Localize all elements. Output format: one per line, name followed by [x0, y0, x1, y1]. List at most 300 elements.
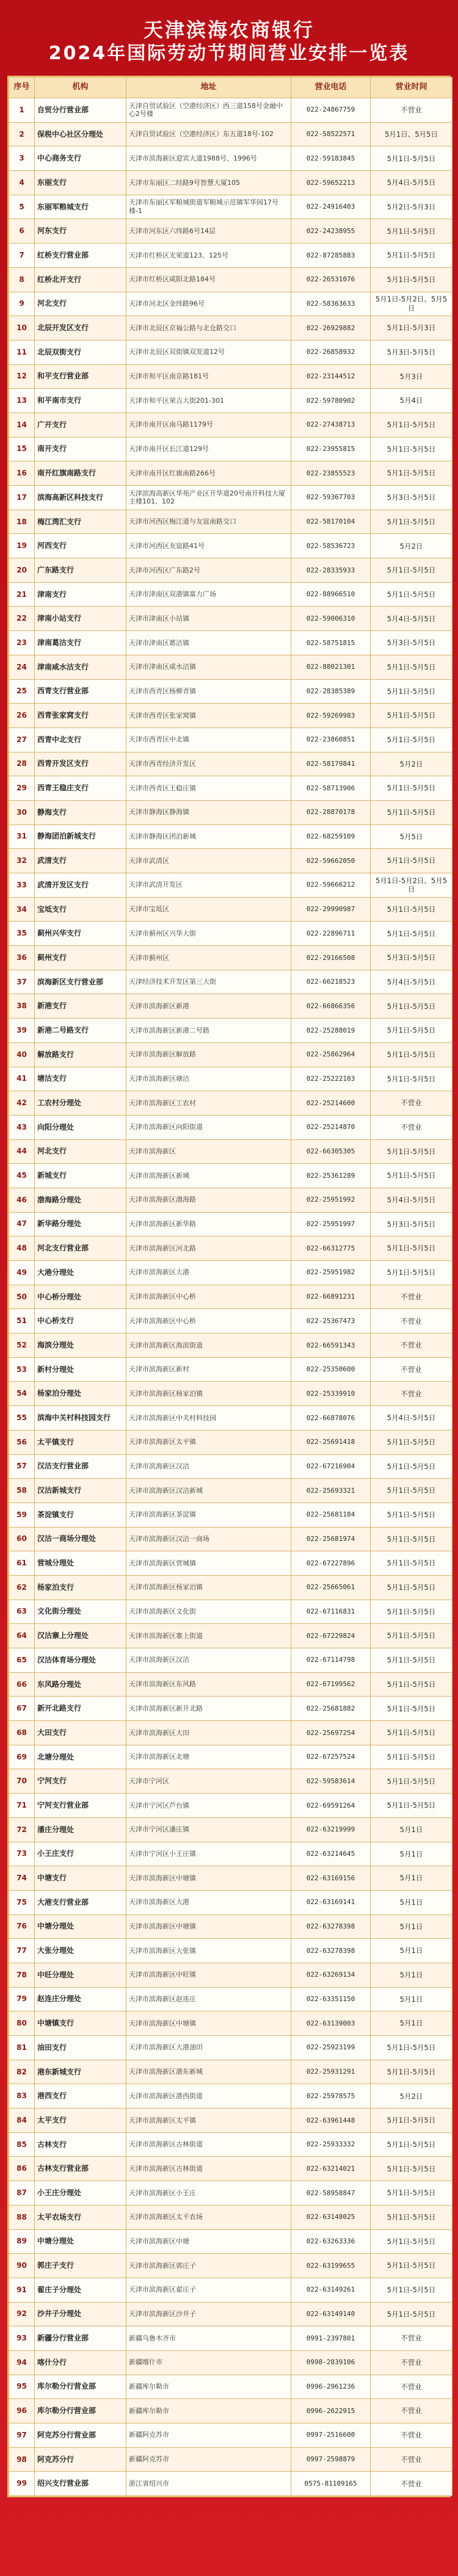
- cell-address: 天津市津南区葛沽镇: [126, 631, 291, 655]
- cell-hours: 5月1日-5月5日: [371, 1503, 453, 1527]
- cell-phone: 022-28385389: [291, 679, 371, 704]
- cell-no: 85: [9, 2132, 35, 2157]
- cell-hours: 5月2日-5月3日: [371, 195, 453, 219]
- cell-org: 新村分理处: [35, 1357, 126, 1382]
- cell-hours: 5月1日-5月5日: [371, 1454, 453, 1479]
- table-row: [9, 582, 453, 607]
- cell-address: 天津市滨海新区中关村科技园: [126, 1406, 291, 1431]
- cell-org: 保税中心社区分理处: [35, 122, 126, 146]
- table-row: [9, 1600, 453, 1624]
- cell-address: 天津市滨海新区汉沽新城: [126, 1479, 291, 1503]
- cell-no: 21: [9, 582, 35, 607]
- cell-no: 72: [9, 1817, 35, 1842]
- cell-phone: 022-58522571: [291, 122, 371, 146]
- table-row: [9, 122, 453, 146]
- cell-hours: 不营业: [371, 1091, 453, 1116]
- cell-phone: 022-66312775: [291, 1236, 371, 1261]
- cell-no: 64: [9, 1624, 35, 1648]
- cell-phone: 022-24867759: [291, 98, 371, 123]
- cell-no: 14: [9, 413, 35, 437]
- cell-address: 天津市滨海新区文化街: [126, 1600, 291, 1624]
- cell-phone: 022-25933332: [291, 2132, 371, 2157]
- cell-hours: 5月4日-5月5日: [371, 1406, 453, 1431]
- cell-org: 红桥北开支行: [35, 267, 126, 292]
- table-row: [9, 219, 453, 244]
- cell-address: 天津市滨海新区古林街道: [126, 2132, 291, 2157]
- table-row: [9, 1794, 453, 1818]
- table-row: [9, 461, 453, 486]
- cell-org: 大港支行营业部: [35, 1890, 126, 1914]
- schedule-table-wrapper: [7, 76, 451, 2497]
- cell-org: 塘沽支行: [35, 1067, 126, 1091]
- cell-no: 91: [9, 2278, 35, 2302]
- cell-address: 天津市和平区荣吉大街201-301: [126, 389, 291, 413]
- table-row: [9, 146, 453, 171]
- cell-phone: 022-25681974: [291, 1527, 371, 1551]
- cell-phone: 022-59652213: [291, 171, 371, 195]
- cell-org: 赵连庄分理处: [35, 1987, 126, 2011]
- table-row: [9, 2011, 453, 2036]
- cell-no: 39: [9, 1019, 35, 1043]
- cell-phone: 022-63219999: [291, 1817, 371, 1842]
- cell-org: 汉沽新城支行: [35, 1479, 126, 1503]
- cell-no: 44: [9, 1139, 35, 1164]
- header-address: 地址: [126, 78, 291, 98]
- table-row: [9, 340, 453, 364]
- cell-org: 太平镇支行: [35, 1430, 126, 1454]
- cell-hours: 5月1日: [371, 1842, 453, 1866]
- cell-org: 中心商务支行: [35, 146, 126, 171]
- header-no: 序号: [9, 78, 35, 98]
- cell-phone: 022-25951992: [291, 1188, 371, 1212]
- table-row: [9, 2229, 453, 2254]
- cell-address: 天津市滨海新区新港二号路: [126, 1019, 291, 1043]
- cell-no: 49: [9, 1261, 35, 1285]
- cell-no: 42: [9, 1091, 35, 1116]
- cell-hours: 5月1日-5月5日: [371, 437, 453, 461]
- cell-no: 98: [9, 2447, 35, 2472]
- cell-phone: 022-59183845: [291, 146, 371, 171]
- cell-hours: 5月1日-5月5日: [371, 1769, 453, 1794]
- cell-address: 天津市滨海新区海滨街道: [126, 1333, 291, 1358]
- cell-org: 工农村分理处: [35, 1091, 126, 1116]
- cell-org: 津南咸水沽支行: [35, 655, 126, 679]
- cell-org: 和平南市支行: [35, 389, 126, 413]
- cell-org: 绍兴支行营业部: [35, 2472, 126, 2496]
- cell-hours: 5月2日: [371, 2084, 453, 2109]
- cell-hours: 5月1日-5月5日: [371, 1164, 453, 1188]
- cell-hours: 5月1日-5月5日: [371, 2181, 453, 2206]
- cell-phone: 022-63214021: [291, 2157, 371, 2181]
- table-row: [9, 873, 453, 898]
- table-row: [9, 1672, 453, 1697]
- cell-phone: 022-25681184: [291, 1503, 371, 1527]
- cell-hours: 5月1日-5月5日: [371, 1139, 453, 1164]
- cell-org: 潘庄分理处: [35, 1817, 126, 1842]
- cell-address: 天津市滨海新区营城镇: [126, 1551, 291, 1576]
- cell-no: 38: [9, 994, 35, 1019]
- table-row: [9, 1139, 453, 1164]
- cell-org: 太平农场支行: [35, 2205, 126, 2229]
- cell-org: 翟庄子分理处: [35, 2278, 126, 2302]
- cell-org: 自贸分行营业部: [35, 98, 126, 123]
- cell-phone: 022-25367473: [291, 1309, 371, 1333]
- table-row: [9, 922, 453, 946]
- cell-org: 营城分理处: [35, 1551, 126, 1576]
- cell-hours: 5月3日-5月5日: [371, 340, 453, 364]
- cell-hours: 不营业: [371, 2375, 453, 2399]
- table-row: [9, 1551, 453, 1576]
- table-row: [9, 2132, 453, 2157]
- cell-hours: 5月4日-5月5日: [371, 171, 453, 195]
- cell-address: 天津市蓟州区兴华大街: [126, 922, 291, 946]
- cell-hours: 5月1日-5月5日: [371, 1600, 453, 1624]
- cell-org: 和平支行营业部: [35, 364, 126, 389]
- cell-address: 天津市南开区红旗南路266号: [126, 461, 291, 486]
- cell-org: 沙井子分理处: [35, 2302, 126, 2326]
- table-row: [9, 824, 453, 849]
- cell-hours: 5月1日-5月5日: [371, 2278, 453, 2302]
- cell-phone: 022-25951997: [291, 1212, 371, 1236]
- cell-phone: 022-67216904: [291, 1454, 371, 1479]
- cell-address: 天津市滨海新区大张镇: [126, 1939, 291, 1963]
- cell-org: 津南支行: [35, 582, 126, 607]
- cell-hours: 5月1日-5月5日: [371, 2254, 453, 2278]
- cell-no: 96: [9, 2399, 35, 2423]
- cell-org: 解放路支行: [35, 1042, 126, 1067]
- cell-no: 82: [9, 2060, 35, 2084]
- cell-phone: 022-29990987: [291, 897, 371, 922]
- cell-phone: 022-25222103: [291, 1067, 371, 1091]
- cell-address: 天津滨海高新区华苑产业区开华道20号南开科技大厦主楼101、102: [126, 486, 291, 510]
- cell-hours: 5月1日-5月5日: [371, 2302, 453, 2326]
- cell-no: 20: [9, 558, 35, 583]
- cell-hours: 5月4日-5月5日: [371, 970, 453, 994]
- cell-no: 79: [9, 1987, 35, 2011]
- cell-phone: 022-67116831: [291, 1600, 371, 1624]
- table-row: [9, 1697, 453, 1721]
- cell-hours: 5月1日-5月2日、5月5日: [371, 873, 453, 898]
- cell-org: 港东新城支行: [35, 2060, 126, 2084]
- cell-phone: 022-23855523: [291, 461, 371, 486]
- cell-no: 37: [9, 970, 35, 994]
- table-row: [9, 849, 453, 873]
- cell-phone: 022-26531076: [291, 267, 371, 292]
- cell-hours: 5月1日-5月5日: [371, 2157, 453, 2181]
- cell-address: 天津市滨海新区中塘镇: [126, 1914, 291, 1939]
- cell-phone: 022-58958847: [291, 2181, 371, 2206]
- cell-phone: 022-63263336: [291, 2229, 371, 2254]
- cell-no: 69: [9, 1745, 35, 1769]
- cell-phone: 022-58751815: [291, 631, 371, 655]
- cell-no: 2: [9, 122, 35, 146]
- cell-org: 向阳分理处: [35, 1115, 126, 1139]
- cell-hours: 5月1日-5月5日: [371, 897, 453, 922]
- cell-address: 天津市滨海新区太平镇: [126, 1430, 291, 1454]
- cell-org: 静海支行: [35, 800, 126, 824]
- cell-no: 65: [9, 1648, 35, 1673]
- cell-hours: 5月1日: [371, 1914, 453, 1939]
- cell-hours: 5月1日-5月5日: [371, 1067, 453, 1091]
- title-block: [7, 7, 451, 76]
- cell-hours: 5月1日: [371, 1963, 453, 1987]
- cell-no: 67: [9, 1697, 35, 1721]
- cell-org: 太平支行: [35, 2109, 126, 2133]
- cell-hours: 5月1日-5月5日: [371, 146, 453, 171]
- cell-address: 天津市滨海新区塘沽: [126, 1067, 291, 1091]
- cell-phone: 022-25350600: [291, 1357, 371, 1382]
- cell-address: 天津市滨海新区茶淀镇: [126, 1503, 291, 1527]
- cell-address: 天津市滨海新区郭庄子: [126, 2254, 291, 2278]
- cell-hours: 5月1日-5月5日: [371, 849, 453, 873]
- table-row: [9, 2302, 453, 2326]
- cell-hours: 5月1日-5月5日: [371, 776, 453, 801]
- cell-org: 广东路支行: [35, 558, 126, 583]
- cell-address: 天津市北辰区双街镇双发道12号: [126, 340, 291, 364]
- cell-no: 28: [9, 752, 35, 776]
- cell-address: 天津市宁河区芦台镇: [126, 1794, 291, 1818]
- cell-org: 中旺分理处: [35, 1963, 126, 1987]
- cell-hours: 5月1日-5月5日: [371, 1575, 453, 1600]
- table-row: [9, 1769, 453, 1794]
- cell-address: 天津市津南区小站镇: [126, 607, 291, 631]
- cell-org: 武清支行: [35, 849, 126, 873]
- table-row: [9, 1503, 453, 1527]
- cell-address: 天津市和平区南京路181号: [126, 364, 291, 389]
- table-row: [9, 1430, 453, 1454]
- cell-org: 大张分理处: [35, 1939, 126, 1963]
- cell-address: 天津市河西区友谊路41号: [126, 534, 291, 558]
- cell-phone: 022-63278398: [291, 1939, 371, 1963]
- table-row: [9, 1648, 453, 1673]
- cell-hours: 5月1日-5月5日: [371, 1551, 453, 1576]
- cell-hours: 5月1日-5月5日: [371, 1527, 453, 1551]
- table-row: [9, 534, 453, 558]
- cell-phone: 022-28870178: [291, 800, 371, 824]
- cell-address: 天津市滨海新区中塘: [126, 2229, 291, 2254]
- table-row: [9, 1042, 453, 1067]
- cell-address: 天津市滨海新区赵连庄: [126, 1987, 291, 2011]
- table-row: [9, 800, 453, 824]
- cell-hours: 5月1日: [371, 1939, 453, 1963]
- cell-address: 天津市津南区咸水沽镇: [126, 655, 291, 679]
- table-row: [9, 267, 453, 292]
- cell-no: 4: [9, 171, 35, 195]
- cell-hours: 5月1日: [371, 2011, 453, 2036]
- cell-phone: 022-25951982: [291, 1261, 371, 1285]
- cell-no: 27: [9, 727, 35, 752]
- cell-org: 南开红旗南路支行: [35, 461, 126, 486]
- cell-no: 56: [9, 1430, 35, 1454]
- cell-no: 92: [9, 2302, 35, 2326]
- cell-phone: 022-63351150: [291, 1987, 371, 2011]
- cell-phone: 0997-2516600: [291, 2423, 371, 2448]
- cell-address: 天津市滨海新区汉沽一商场: [126, 1527, 291, 1551]
- cell-phone: 022-59662050: [291, 849, 371, 873]
- cell-address: 新疆喀什市: [126, 2350, 291, 2375]
- cell-phone: 022-29166508: [291, 946, 371, 970]
- cell-phone: 022-25339910: [291, 1382, 371, 1406]
- cell-no: 68: [9, 1721, 35, 1745]
- cell-no: 51: [9, 1309, 35, 1333]
- cell-no: 78: [9, 1963, 35, 1987]
- cell-hours: 5月1日-5月5日: [371, 2060, 453, 2084]
- cell-address: 天津市河西区梅江道与友谊南路交口: [126, 510, 291, 534]
- table-row: [9, 2205, 453, 2229]
- cell-address: 天津市滨海新区渤海路: [126, 1188, 291, 1212]
- cell-no: 47: [9, 1212, 35, 1236]
- cell-phone: 022-63199655: [291, 2254, 371, 2278]
- cell-no: 32: [9, 849, 35, 873]
- cell-no: 12: [9, 364, 35, 389]
- cell-phone: 022-59006310: [291, 607, 371, 631]
- cell-address: 天津市武清区: [126, 849, 291, 873]
- cell-phone: 022-66305305: [291, 1139, 371, 1164]
- cell-hours: 5月3日: [371, 364, 453, 389]
- cell-phone: 022-27438713: [291, 413, 371, 437]
- cell-no: 77: [9, 1939, 35, 1963]
- cell-no: 95: [9, 2375, 35, 2399]
- cell-address: 天津市河西区广东路2号: [126, 558, 291, 583]
- cell-no: 29: [9, 776, 35, 801]
- cell-hours: 5月4日-5月5日: [371, 607, 453, 631]
- cell-address: 天津市宁河区小王庄镇: [126, 1842, 291, 1866]
- cell-no: 62: [9, 1575, 35, 1600]
- table-row: [9, 316, 453, 341]
- cell-hours: 不营业: [371, 1357, 453, 1382]
- cell-org: 库尔勒分行营业部: [35, 2399, 126, 2423]
- table-row: [9, 1624, 453, 1648]
- cell-phone: 022-59367703: [291, 486, 371, 510]
- cell-address: 天津市滨海新区中心桥: [126, 1309, 291, 1333]
- cell-hours: 不营业: [371, 2447, 453, 2472]
- cell-no: 80: [9, 2011, 35, 2036]
- cell-hours: 5月1日-5月5日: [371, 461, 453, 486]
- table-row: [9, 1188, 453, 1212]
- cell-address: 天津市西青区杨柳青镇: [126, 679, 291, 704]
- cell-phone: 022-58363633: [291, 292, 371, 316]
- cell-hours: 5月1日-5月5日: [371, 704, 453, 728]
- cell-hours: 不营业: [371, 1382, 453, 1406]
- cell-phone: 022-67114798: [291, 1648, 371, 1673]
- cell-phone: 0996-2622915: [291, 2399, 371, 2423]
- cell-no: 10: [9, 316, 35, 341]
- cell-no: 87: [9, 2181, 35, 2206]
- cell-org: 阿克苏分行: [35, 2447, 126, 2472]
- cell-phone: 022-25931291: [291, 2060, 371, 2084]
- table-row: [9, 2350, 453, 2375]
- cell-no: 23: [9, 631, 35, 655]
- table-row: [9, 1745, 453, 1769]
- cell-address: 天津市滨海新区河北路: [126, 1236, 291, 1261]
- bank-name-title: 天津滨海农商银行: [143, 18, 314, 42]
- table-row: [9, 631, 453, 655]
- cell-no: 99: [9, 2472, 35, 2496]
- cell-org: 茶淀镇支行: [35, 1503, 126, 1527]
- cell-hours: 5月1日-5月5日: [371, 2036, 453, 2060]
- cell-org: 大田支行: [35, 1721, 126, 1745]
- cell-phone: 022-58536723: [291, 534, 371, 558]
- table-row: [9, 1866, 453, 1891]
- cell-org: 宝坻支行: [35, 897, 126, 922]
- cell-hours: 5月1日-5月5日: [371, 727, 453, 752]
- table-row: [9, 679, 453, 704]
- cell-hours: 5月1日-5月5日: [371, 1745, 453, 1769]
- cell-phone: 022-25697254: [291, 1721, 371, 1745]
- cell-hours: 5月1日: [371, 1987, 453, 2011]
- cell-no: 45: [9, 1164, 35, 1188]
- table-row: [9, 1309, 453, 1333]
- table-row: [9, 1382, 453, 1406]
- cell-hours: 5月1日-5月5日: [371, 1261, 453, 1285]
- cell-address: 天津市滨海新区杨家泊镇: [126, 1575, 291, 1600]
- cell-address: 天津市滨海新区小王庄: [126, 2181, 291, 2206]
- cell-phone: 022-59269983: [291, 704, 371, 728]
- cell-no: 89: [9, 2229, 35, 2254]
- cell-hours: 5月2日: [371, 534, 453, 558]
- cell-address: 浙江省绍兴市: [126, 2472, 291, 2496]
- cell-address: 天津市南开区长江道129号: [126, 437, 291, 461]
- cell-org: 蓟州支行: [35, 946, 126, 970]
- cell-hours: 5月1日-5月5日: [371, 1042, 453, 1067]
- cell-org: 河北支行营业部: [35, 1236, 126, 1261]
- table-row: [9, 2157, 453, 2181]
- cell-hours: 5月1日-5月5日: [371, 1648, 453, 1673]
- cell-phone: 022-63169141: [291, 1890, 371, 1914]
- cell-address: 天津市西青经济开发区: [126, 752, 291, 776]
- cell-hours: 5月4日: [371, 389, 453, 413]
- table-row: [9, 486, 453, 510]
- table-row: [9, 558, 453, 583]
- cell-no: 9: [9, 292, 35, 316]
- table-row: [9, 1987, 453, 2011]
- table-row: [9, 1963, 453, 1987]
- cell-org: 汉沽一商场分理处: [35, 1527, 126, 1551]
- cell-phone: 022-63269134: [291, 1963, 371, 1987]
- cell-hours: 5月1日-5月5日: [371, 510, 453, 534]
- table-row: [9, 704, 453, 728]
- cell-org: 河北支行: [35, 1139, 126, 1164]
- cell-phone: 022-63278398: [291, 1914, 371, 1939]
- cell-hours: 5月1日-5月5日: [371, 679, 453, 704]
- cell-org: 西青张家窝支行: [35, 704, 126, 728]
- table-row: [9, 1067, 453, 1091]
- cell-no: 88: [9, 2205, 35, 2229]
- table-row: [9, 364, 453, 389]
- cell-no: 11: [9, 340, 35, 364]
- table-row: [9, 1333, 453, 1358]
- cell-org: 中心桥支行: [35, 1309, 126, 1333]
- cell-no: 60: [9, 1527, 35, 1551]
- table-row: [9, 244, 453, 268]
- cell-org: 渤海路分理处: [35, 1188, 126, 1212]
- cell-org: 大港分理处: [35, 1261, 126, 1285]
- cell-org: 静海团泊新城支行: [35, 824, 126, 849]
- cell-org: 北塘分理处: [35, 1745, 126, 1769]
- table-row: [9, 2060, 453, 2084]
- cell-no: 53: [9, 1357, 35, 1382]
- cell-hours: 5月1日-5月5日: [371, 244, 453, 268]
- cell-org: 梅江湾汇支行: [35, 510, 126, 534]
- cell-phone: 022-23955815: [291, 437, 371, 461]
- cell-phone: 022-59780902: [291, 389, 371, 413]
- cell-address: 天津市宝坻区: [126, 897, 291, 922]
- cell-phone: 022-24238955: [291, 219, 371, 244]
- cell-address: 新疆乌鲁木齐市: [126, 2326, 291, 2351]
- cell-phone: 022-58170104: [291, 510, 371, 534]
- table-row: [9, 1939, 453, 1963]
- cell-org: 滨海高新区科技支行: [35, 486, 126, 510]
